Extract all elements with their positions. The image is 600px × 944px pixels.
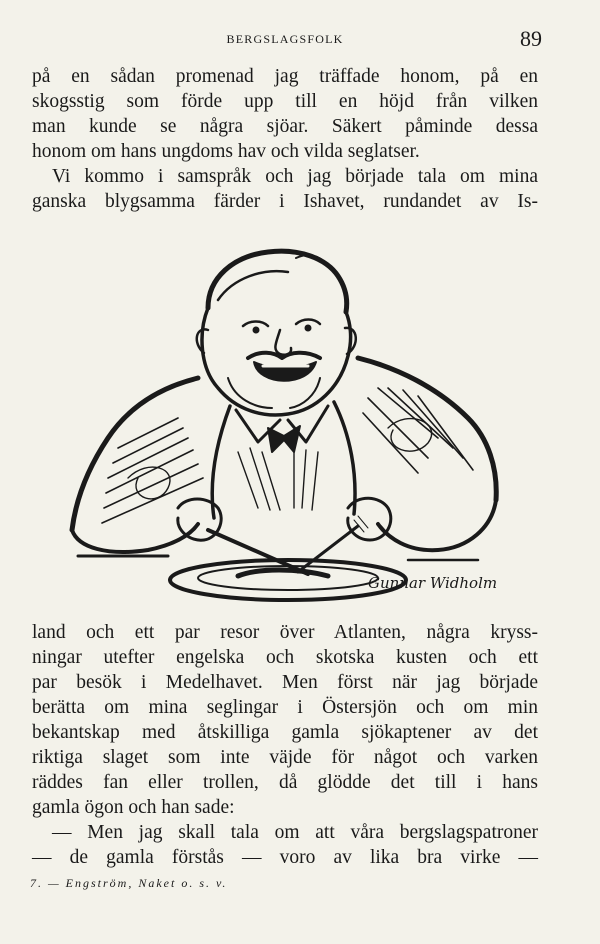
text-line: — de gamla förstås — voro av lika bra virke — — [32, 847, 538, 868]
page-number: 89 — [520, 26, 542, 51]
text-line: man kunde se några sjöar. Säkert påminde dessa — [32, 116, 538, 137]
text-line: riktiga slaget som inte väjde för något och varken — [32, 747, 538, 768]
running-head: BERGSLAGSFOLK — [226, 32, 344, 46]
text-line: Vi kommo i samspråk och jag började tala om mina — [52, 166, 538, 187]
text-line: ningar utefter engelska och skotska kusten och ett — [32, 647, 538, 668]
paragraph-bottom — [32, 620, 538, 870]
text-line: honom om hans ungdoms hav och vilda seglatser. — [32, 141, 420, 162]
page-header — [32, 26, 542, 52]
text-line: på en sådan promenad jag träffade honom, på en — [32, 66, 538, 87]
illustration-laughing-man — [58, 238, 508, 610]
paragraph-top — [32, 64, 538, 214]
text-line: berätta om mina seglingar i Östersjön och om min — [32, 697, 538, 718]
text-line: ganska blygsamma färder i Ishavet, rundandet av Is- — [32, 191, 538, 212]
text-line: — Men jag skall tala om att våra bergslagspatroner — [52, 822, 538, 843]
text-line: räddes fan eller trollen, då glödde det till i hans — [32, 772, 538, 793]
text-line: skogsstig som förde upp till en höjd från vilken — [32, 91, 538, 112]
text-line: bekantskap med åtskilliga gamla sjökaptener av det — [32, 722, 538, 743]
signature-mark: 7. — Engström, Naket o. s. v. — [30, 876, 228, 890]
text-line: land och ett par resor över Atlanten, några kryss- — [32, 622, 538, 643]
text-line: par besök i Medelhavet. Men först när jag började — [32, 672, 538, 693]
text-line: gamla ögon och han sade: — [32, 797, 235, 818]
artist-signature: Gunnar Widholm — [368, 574, 498, 592]
